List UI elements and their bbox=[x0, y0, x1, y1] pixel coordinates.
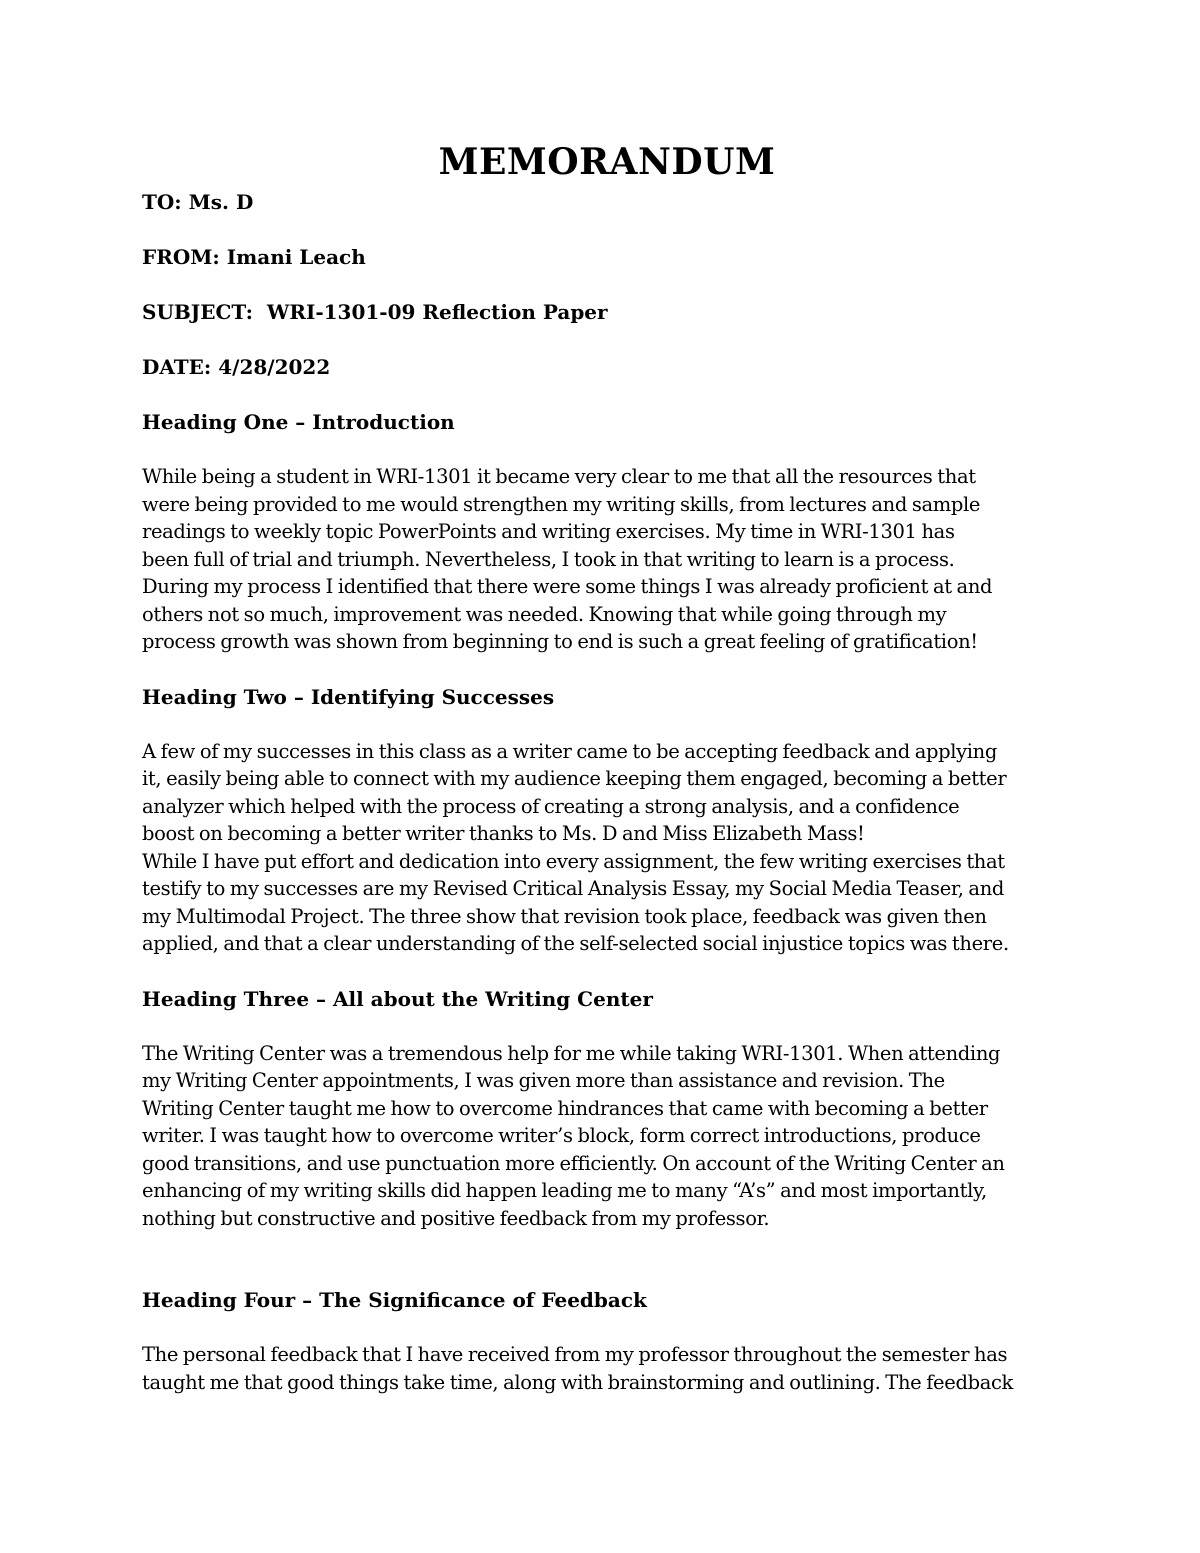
memo-date-field bbox=[142, 353, 1072, 381]
paragraph-line: A few of my successes in this class as a writer came to be accepting feedback and applying bbox=[142, 739, 998, 763]
section-heading-successes: Heading Two – Identifying Successes bbox=[142, 684, 555, 709]
paragraph-line: testify to my successes are my Revised Critical Analysis Essay, my Social Media Teaser, and bbox=[142, 877, 1005, 900]
introduction-paragraph bbox=[142, 463, 1072, 656]
paragraph-line: The Writing Center was a tremendous help for me while taking WRI-1301. When attending bbox=[142, 1041, 1001, 1065]
paragraph-line: nothing but constructive and positive feedback from my professor. bbox=[142, 1206, 770, 1230]
paragraph-line: enhancing of my writing skills did happen leading me to many “A’s” and most importantly, bbox=[142, 1179, 987, 1202]
paragraph-line: my Writing Center appointments, I was given more than assistance and revision. The bbox=[142, 1069, 945, 1092]
memo-to-field bbox=[142, 188, 1072, 216]
paragraph-line: During my process I identified that there were some things I was already proficient at and bbox=[142, 575, 993, 598]
writing-center-paragraph bbox=[142, 1040, 1072, 1233]
section-heading-feedback: Heading Four – The Significance of Feedback bbox=[142, 1288, 647, 1312]
paragraph-line: good transitions, and use punctuation more efficiently. On account of the Writing Center an bbox=[142, 1151, 1005, 1175]
section-heading-introduction: Heading One – Introduction bbox=[142, 410, 455, 434]
from-value: Imani Leach bbox=[219, 245, 366, 269]
paragraph-line: process growth was shown from beginning to end is such a great feeling of gratification! bbox=[142, 630, 978, 653]
from-label: FROM: bbox=[142, 245, 220, 269]
paragraph-line: others not so much, improvement was needed. Knowing that while going through my bbox=[142, 602, 947, 626]
paragraph-line: analyzer which helped with the process of creating a strong analysis, and a confidence bbox=[142, 794, 960, 818]
memo-title: MEMORANDUM bbox=[438, 141, 776, 183]
memo-page bbox=[142, 140, 1072, 1423]
paragraph-line: were being provided to me would strengthen my writing skills, from lectures and sample bbox=[142, 492, 981, 516]
paragraph-line: While I have put effort and dedication into every assignment, the few writing exercises that bbox=[142, 849, 1005, 873]
paragraph-line: Writing Center taught me how to overcome hindrances that came with becoming a better bbox=[142, 1096, 988, 1120]
memo-from-field bbox=[142, 243, 1072, 271]
successes-paragraph bbox=[142, 738, 1072, 958]
memo-subject-field bbox=[142, 298, 1072, 326]
feedback-paragraph bbox=[142, 1341, 1072, 1396]
paragraph-line: The personal feedback that I have received from my professor throughout the semester has bbox=[142, 1343, 1008, 1366]
paragraph-line: taught me that good things take time, along with brainstorming and outlining. The feedback bbox=[142, 1370, 1014, 1394]
date-label: DATE: bbox=[142, 355, 212, 379]
paragraph-line: While being a student in WRI-1301 it became very clear to me that all the resources that bbox=[142, 465, 976, 488]
paragraph-line: boost on becoming a better writer thanks to Ms. D and Miss Elizabeth Mass! bbox=[142, 822, 865, 845]
paragraph-line: applied, and that a clear understanding of the self-selected social injustice topics was there. bbox=[142, 932, 1009, 955]
subject-label: SUBJECT: bbox=[142, 300, 253, 324]
paragraph-line: it, easily being able to connect with my audience keeping them engaged, becoming a better bbox=[142, 767, 1007, 790]
to-label: TO: bbox=[142, 190, 182, 214]
paragraph-line: been full of trial and triumph. Nevertheless, I took in that writing to learn is a process. bbox=[142, 547, 955, 571]
to-value: Ms. D bbox=[181, 190, 254, 214]
section-heading-writing-center: Heading Three – All about the Writing Center bbox=[142, 986, 653, 1011]
paragraph-line: my Multimodal Project. The three show that revision took place, feedback was given then bbox=[142, 904, 987, 928]
paragraph-line: writer. I was taught how to overcome writer’s block, form correct introductions, produce bbox=[142, 1124, 981, 1147]
subject-value: WRI-1301-09 Reflection Paper bbox=[252, 300, 608, 324]
paragraph-line: readings to weekly topic PowerPoints and writing exercises. My time in WRI-1301 has bbox=[142, 520, 955, 543]
date-value: 4/28/2022 bbox=[211, 355, 331, 379]
